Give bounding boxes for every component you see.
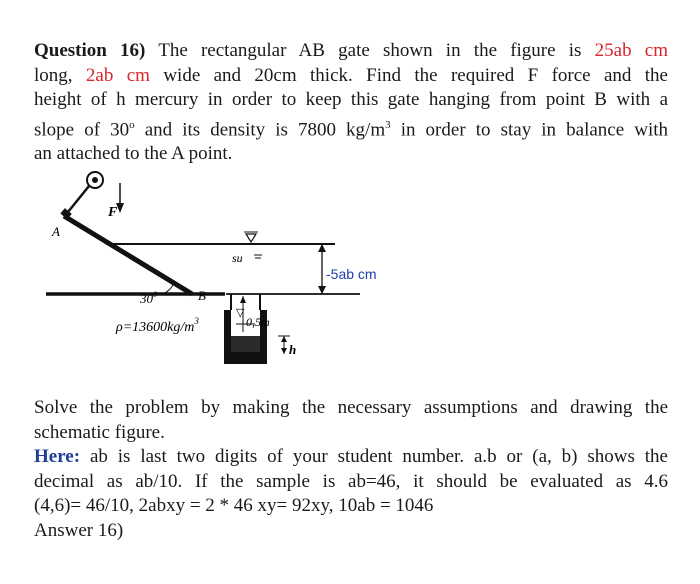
question-line-4: slope of 30$^o$ and its density is 7800 $kg/m^3$ in order to stay in balance with xyxy=(34,118,669,140)
solve-line-4: decimal as ab/10. If the sample is ab=46, it should be evaluated as 4.6 xyxy=(34,470,668,492)
svg-text:ρ=13600kg/m3: $\rho=13600kg/m^3$ xyxy=(116,316,199,335)
question-line-1: Question 16) The rectangular AB gate shown in the figure is 25ab cm xyxy=(34,40,668,61)
solve-line-2: schematic figure. xyxy=(34,421,165,443)
length-value: 25ab cm xyxy=(594,40,668,61)
question-heading: Question 16) xyxy=(34,40,146,61)
label-h: h xyxy=(289,342,297,357)
cable-line xyxy=(68,186,89,212)
here-label: Here: xyxy=(34,446,81,467)
label-05m: 0,5m xyxy=(246,315,270,329)
label-angle: 30 xyxy=(140,291,153,306)
label-B: B xyxy=(198,288,206,303)
label-rho: ρ=13600kg/m xyxy=(116,320,195,335)
svg-text:300: $30^0$ xyxy=(140,290,157,306)
label-A: A xyxy=(52,224,60,239)
solve-line-5: (4,6)= 46/10, 2abxy = 2 * 46 xy= 92xy, 10ab = 1046 xyxy=(34,495,434,516)
question-line-5: an attached to the A point. xyxy=(34,143,233,165)
svg-text:▽: ▽ xyxy=(236,307,245,319)
instructions-text xyxy=(34,396,668,543)
manometer-bottom xyxy=(224,352,267,364)
solve-line-1: Solve the problem by making the necessary assumptions and drawing the xyxy=(34,397,668,418)
mercury-fill xyxy=(231,336,260,352)
question-line-3: height of h mercury in order to keep this gate hanging from point B with a xyxy=(34,89,668,110)
question-text xyxy=(34,39,668,167)
gate-figure xyxy=(40,168,420,390)
surface-marker-icon xyxy=(246,234,256,242)
width-value: 2ab cm xyxy=(85,64,150,86)
label-su: su xyxy=(232,251,243,265)
gate-ab xyxy=(64,216,192,294)
label-F: F xyxy=(108,205,118,220)
depth-annotation: -5ab cm xyxy=(326,266,377,282)
question-line-2: long, 2ab cm wide and 20cm thick. Find the required F force and the xyxy=(34,64,668,86)
answer-line: Answer 16) xyxy=(34,519,124,541)
solve-line-3: Here: ab is last two digits of your student number. a.b or (a, b) shows the xyxy=(34,446,668,467)
